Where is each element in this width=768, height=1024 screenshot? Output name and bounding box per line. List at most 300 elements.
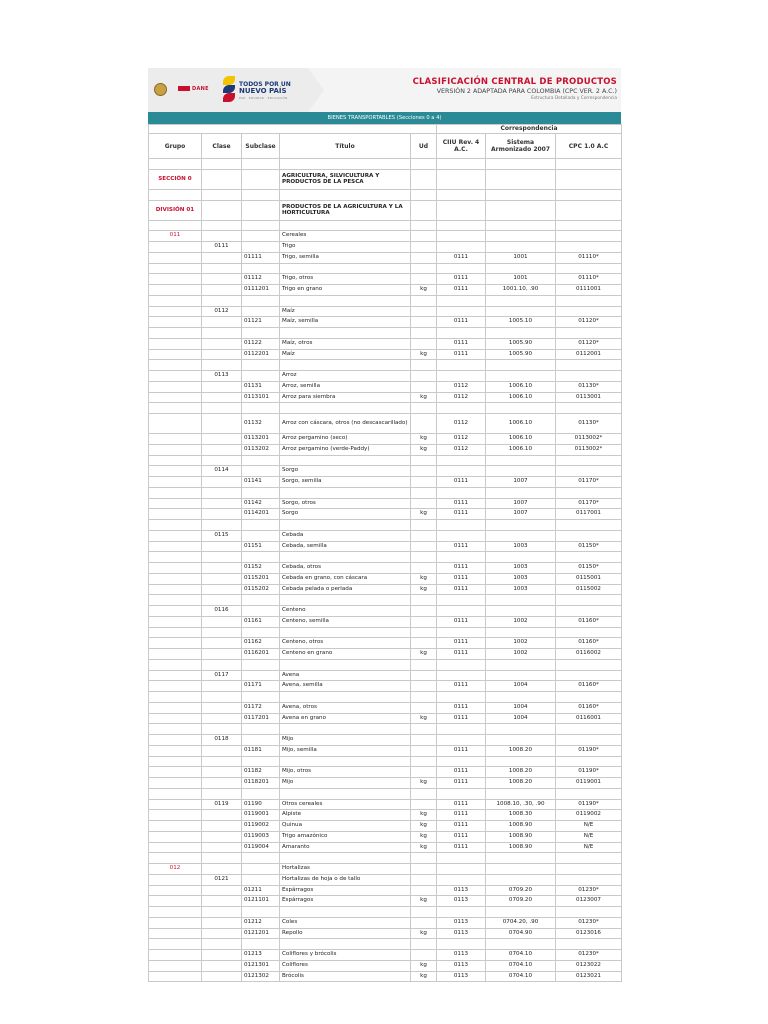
cell-ud	[411, 295, 437, 306]
cell-titulo: Coliflores	[280, 960, 411, 971]
cell-ciiu	[437, 907, 486, 918]
cell-grupo	[149, 928, 202, 939]
cell-grupo	[149, 392, 202, 403]
cell-subclase: 01171	[242, 681, 280, 692]
cell-titulo: Centeno en grano	[280, 649, 411, 660]
cell-sistema-armonizado	[486, 874, 556, 885]
table-row	[149, 584, 622, 595]
table-row	[149, 306, 622, 317]
cell-subclase: 0113101	[242, 392, 280, 403]
cell-titulo: Coles	[280, 917, 411, 928]
table-row	[149, 917, 622, 928]
cell-titulo: AGRICULTURA, SILVICULTURA Y PRODUCTOS DE LA PESCA	[280, 169, 411, 189]
cell-grupo	[149, 638, 202, 649]
cell-titulo: Coliflores y brócolis	[280, 950, 411, 961]
cell-cpc	[556, 735, 622, 746]
cell-ud	[411, 616, 437, 627]
table-row	[149, 169, 622, 189]
cell-titulo	[280, 692, 411, 703]
cell-clase	[202, 692, 242, 703]
cell-sistema-armonizado: 1005.90	[486, 349, 556, 360]
cell-clase	[202, 788, 242, 799]
cell-ud	[411, 627, 437, 638]
cell-ciiu: 0111	[437, 498, 486, 509]
cell-ciiu	[437, 231, 486, 242]
cell-ud	[411, 371, 437, 382]
table-row	[149, 885, 622, 896]
cell-ciiu	[437, 466, 486, 477]
table-row	[149, 778, 622, 789]
cell-titulo: Trigo en grano	[280, 285, 411, 296]
cell-subclase	[242, 939, 280, 950]
cell-grupo	[149, 252, 202, 263]
cell-clase: 0118	[202, 735, 242, 746]
cell-ud: kg	[411, 392, 437, 403]
cell-titulo	[280, 455, 411, 466]
cell-ud: kg	[411, 444, 437, 455]
cell-titulo: PRODUCTOS DE LA AGRICULTURA Y LA HORTICULTURA	[280, 200, 411, 220]
col-clase: Clase	[202, 134, 242, 159]
cell-cpc	[556, 328, 622, 339]
cell-cpc	[556, 360, 622, 371]
cell-ud: kg	[411, 960, 437, 971]
document-subtitle: VERSIÓN 2 ADAPTADA PARA COLOMBIA (CPC VER. 2 A.C.)	[436, 88, 617, 95]
cell-sistema-armonizado: 0704.90	[486, 928, 556, 939]
cell-clase	[202, 317, 242, 328]
cell-sistema-armonizado: 1003	[486, 541, 556, 552]
empty-row	[149, 595, 622, 606]
cell-grupo	[149, 853, 202, 864]
cell-ciiu	[437, 853, 486, 864]
cell-ud	[411, 541, 437, 552]
cell-subclase	[242, 328, 280, 339]
cell-ciiu: 0111	[437, 349, 486, 360]
cell-titulo: Avena en grano	[280, 713, 411, 724]
cell-clase: 0111	[202, 242, 242, 253]
cell-cpc: 0116002	[556, 649, 622, 660]
cell-ud	[411, 338, 437, 349]
cell-subclase: 01122	[242, 338, 280, 349]
cell-ud	[411, 242, 437, 253]
cell-ciiu: 0113	[437, 950, 486, 961]
empty-row	[149, 627, 622, 638]
cell-sistema-armonizado: 1002	[486, 616, 556, 627]
cell-ciiu: 0111	[437, 831, 486, 842]
table-row	[149, 381, 622, 392]
cell-grupo	[149, 735, 202, 746]
cell-subclase: 01172	[242, 702, 280, 713]
table-row	[149, 713, 622, 724]
cell-sistema-armonizado	[486, 169, 556, 189]
cell-cpc	[556, 907, 622, 918]
cell-grupo	[149, 821, 202, 832]
cell-grupo	[149, 444, 202, 455]
cell-cpc: 0123021	[556, 971, 622, 982]
table-row	[149, 285, 622, 296]
cell-ud	[411, 169, 437, 189]
cell-sistema-armonizado	[486, 520, 556, 531]
cell-subclase	[242, 231, 280, 242]
cell-sistema-armonizado	[486, 606, 556, 617]
cell-clase	[202, 638, 242, 649]
cell-subclase: 0121201	[242, 928, 280, 939]
cell-cpc: N/E	[556, 831, 622, 842]
document-title: CLASIFICACIÓN CENTRAL DE PRODUCTOS	[412, 77, 617, 87]
cell-grupo	[149, 455, 202, 466]
col-correspondencia: Correspondencia	[437, 125, 622, 134]
cell-ciiu: 0113	[437, 896, 486, 907]
table-row	[149, 821, 622, 832]
cell-sistema-armonizado: 1001	[486, 274, 556, 285]
cell-clase	[202, 477, 242, 488]
cell-cpc: 01150*	[556, 563, 622, 574]
cell-grupo	[149, 584, 202, 595]
cell-titulo	[280, 487, 411, 498]
cell-sistema-armonizado	[486, 360, 556, 371]
cell-titulo: Mijo, semilla	[280, 745, 411, 756]
cell-titulo: Avena, otros	[280, 702, 411, 713]
col-titulo: Título	[280, 134, 411, 159]
cell-ud	[411, 220, 437, 231]
cell-grupo	[149, 530, 202, 541]
cell-clase	[202, 971, 242, 982]
cell-sistema-armonizado: 1001	[486, 252, 556, 263]
col-ciiu: CIIU Rev. 4 A.C.	[437, 134, 486, 159]
cell-cpc: 0115001	[556, 573, 622, 584]
cell-sistema-armonizado: 0704.10	[486, 950, 556, 961]
cell-cpc: 01190*	[556, 767, 622, 778]
table-row	[149, 252, 622, 263]
cell-clase	[202, 756, 242, 767]
cell-titulo: Alpiste	[280, 810, 411, 821]
cell-clase	[202, 681, 242, 692]
cell-sistema-armonizado: 0709.20	[486, 885, 556, 896]
cell-cpc: 01230*	[556, 950, 622, 961]
cell-sistema-armonizado: 1008.90	[486, 821, 556, 832]
cell-titulo: Trigo amazónico	[280, 831, 411, 842]
cell-titulo	[280, 403, 411, 414]
cell-ciiu	[437, 874, 486, 885]
cell-sistema-armonizado	[486, 295, 556, 306]
cell-clase	[202, 573, 242, 584]
col-grupo: Grupo	[149, 134, 202, 159]
cell-cpc: 01130*	[556, 381, 622, 392]
cell-titulo	[280, 520, 411, 531]
table-row	[149, 928, 622, 939]
cell-clase	[202, 713, 242, 724]
cell-grupo	[149, 659, 202, 670]
cell-grupo	[149, 295, 202, 306]
cell-sistema-armonizado: 1001.10, .90	[486, 285, 556, 296]
cell-cpc: 0123016	[556, 928, 622, 939]
cell-grupo	[149, 713, 202, 724]
cell-sistema-armonizado: 0709.20	[486, 896, 556, 907]
cell-cpc	[556, 530, 622, 541]
cell-sistema-armonizado: 1004	[486, 681, 556, 692]
cell-sistema-armonizado: 1003	[486, 584, 556, 595]
cell-clase: 0117	[202, 670, 242, 681]
cell-cpc	[556, 263, 622, 274]
cell-cpc: 01130*	[556, 414, 622, 434]
cell-cpc	[556, 487, 622, 498]
section-bar: BIENES TRANSPORTABLES (Secciones 0 a 4)	[148, 112, 621, 124]
cell-ciiu: 0111	[437, 563, 486, 574]
cell-ud	[411, 414, 437, 434]
cell-ud	[411, 317, 437, 328]
cell-subclase	[242, 242, 280, 253]
cell-ciiu	[437, 295, 486, 306]
cell-ud: kg	[411, 649, 437, 660]
cell-subclase	[242, 159, 280, 170]
cell-titulo: Espárragos	[280, 896, 411, 907]
cell-cpc	[556, 455, 622, 466]
cell-ud	[411, 159, 437, 170]
cell-subclase	[242, 692, 280, 703]
cell-ud	[411, 659, 437, 670]
cell-ud	[411, 274, 437, 285]
table-row	[149, 414, 622, 434]
header-row-top	[149, 125, 622, 134]
cell-ud: kg	[411, 509, 437, 520]
table-row	[149, 498, 622, 509]
cell-sistema-armonizado	[486, 487, 556, 498]
cell-cpc: 01110*	[556, 252, 622, 263]
cell-titulo	[280, 189, 411, 200]
cell-ud	[411, 788, 437, 799]
cell-ciiu	[437, 692, 486, 703]
cell-titulo	[280, 360, 411, 371]
cell-subclase: 0119001	[242, 810, 280, 821]
cell-ud: kg	[411, 713, 437, 724]
cell-titulo	[280, 756, 411, 767]
cell-ciiu: 0111	[437, 285, 486, 296]
cell-titulo: Otros cereales	[280, 799, 411, 810]
cell-subclase	[242, 360, 280, 371]
cell-subclase: 01161	[242, 616, 280, 627]
cell-subclase: 01213	[242, 950, 280, 961]
table-row	[149, 702, 622, 713]
cell-cpc: 01160*	[556, 616, 622, 627]
cell-ciiu	[437, 552, 486, 563]
cell-ud: kg	[411, 285, 437, 296]
cell-titulo: Maíz, otros	[280, 338, 411, 349]
cell-clase	[202, 584, 242, 595]
cell-sistema-armonizado	[486, 403, 556, 414]
cell-titulo: Avena, semilla	[280, 681, 411, 692]
cell-ciiu	[437, 263, 486, 274]
cell-sistema-armonizado	[486, 670, 556, 681]
cell-ciiu	[437, 724, 486, 735]
cell-subclase	[242, 169, 280, 189]
cell-subclase: 01162	[242, 638, 280, 649]
cell-grupo	[149, 263, 202, 274]
cell-subclase: 01121	[242, 317, 280, 328]
cell-ud	[411, 692, 437, 703]
cell-clase	[202, 767, 242, 778]
table-row	[149, 670, 622, 681]
cell-sistema-armonizado	[486, 159, 556, 170]
cell-ciiu	[437, 200, 486, 220]
cell-ciiu: 0111	[437, 649, 486, 660]
cell-sistema-armonizado: 1008.10, .30, .90	[486, 799, 556, 810]
cell-cpc	[556, 231, 622, 242]
cell-ciiu	[437, 735, 486, 746]
cell-ciiu: 0111	[437, 252, 486, 263]
cell-clase	[202, 360, 242, 371]
cell-subclase: 0114201	[242, 509, 280, 520]
cell-grupo	[149, 520, 202, 531]
cell-ciiu	[437, 487, 486, 498]
cell-clase: 0119	[202, 799, 242, 810]
cell-grupo	[149, 756, 202, 767]
cell-cpc: N/E	[556, 842, 622, 853]
cell-ud	[411, 917, 437, 928]
cell-ud	[411, 799, 437, 810]
cell-clase	[202, 349, 242, 360]
cell-titulo: Cereales	[280, 231, 411, 242]
cell-subclase: 0119002	[242, 821, 280, 832]
cell-sistema-armonizado: 1008.90	[486, 842, 556, 853]
cell-cpc	[556, 159, 622, 170]
cell-subclase: 0111201	[242, 285, 280, 296]
cell-titulo: Arroz para siembra	[280, 392, 411, 403]
cell-subclase	[242, 530, 280, 541]
cell-ciiu	[437, 627, 486, 638]
cell-grupo	[149, 541, 202, 552]
cell-grupo	[149, 563, 202, 574]
cell-titulo: Trigo	[280, 242, 411, 253]
cell-subclase	[242, 606, 280, 617]
cell-clase	[202, 285, 242, 296]
cell-cpc	[556, 606, 622, 617]
cell-ciiu: 0113	[437, 960, 486, 971]
cell-grupo	[149, 434, 202, 445]
cell-ciiu	[437, 328, 486, 339]
cell-subclase	[242, 907, 280, 918]
cell-clase	[202, 509, 242, 520]
table-row	[149, 735, 622, 746]
cell-titulo	[280, 788, 411, 799]
cell-ciiu	[437, 403, 486, 414]
cell-sistema-armonizado	[486, 530, 556, 541]
cell-grupo	[149, 606, 202, 617]
cell-subclase	[242, 455, 280, 466]
cell-cpc	[556, 552, 622, 563]
cell-ud	[411, 466, 437, 477]
cell-titulo: Cebada pelada o perlada	[280, 584, 411, 595]
cell-titulo: Centeno, otros	[280, 638, 411, 649]
cell-grupo	[149, 939, 202, 950]
cell-subclase	[242, 263, 280, 274]
cell-subclase	[242, 306, 280, 317]
cell-ciiu	[437, 455, 486, 466]
table-row	[149, 371, 622, 382]
cell-ud	[411, 477, 437, 488]
cell-grupo	[149, 360, 202, 371]
cell-clase	[202, 928, 242, 939]
cell-cpc	[556, 371, 622, 382]
cell-sistema-armonizado	[486, 724, 556, 735]
empty-row	[149, 189, 622, 200]
cell-cpc	[556, 627, 622, 638]
cell-clase	[202, 263, 242, 274]
cell-cpc	[556, 670, 622, 681]
cell-cpc	[556, 939, 622, 950]
cell-subclase	[242, 295, 280, 306]
cell-ud	[411, 756, 437, 767]
cell-titulo: Cebada, otros	[280, 563, 411, 574]
cell-titulo	[280, 328, 411, 339]
table-row	[149, 477, 622, 488]
empty-row	[149, 403, 622, 414]
cell-subclase	[242, 552, 280, 563]
cell-titulo: Trigo, semilla	[280, 252, 411, 263]
cell-subclase: 01131	[242, 381, 280, 392]
empty-row	[149, 360, 622, 371]
cell-ciiu: 0111	[437, 810, 486, 821]
cell-titulo	[280, 220, 411, 231]
cell-titulo: Arroz pergamino (seco)	[280, 434, 411, 445]
cell-grupo	[149, 616, 202, 627]
table-row	[149, 874, 622, 885]
cell-ud	[411, 306, 437, 317]
cell-ud	[411, 403, 437, 414]
cell-ciiu	[437, 189, 486, 200]
cell-titulo	[280, 159, 411, 170]
table-row	[149, 466, 622, 477]
cell-ciiu	[437, 670, 486, 681]
cell-clase	[202, 381, 242, 392]
cell-ciiu	[437, 220, 486, 231]
cell-sistema-armonizado	[486, 939, 556, 950]
cell-subclase: 01141	[242, 477, 280, 488]
colombia-seal-icon	[154, 83, 167, 96]
cell-sistema-armonizado	[486, 595, 556, 606]
cell-ud	[411, 455, 437, 466]
cell-titulo: Quinua	[280, 821, 411, 832]
cell-subclase	[242, 853, 280, 864]
cell-titulo: Sorgo, semilla	[280, 477, 411, 488]
table-row	[149, 896, 622, 907]
banner-chevron	[308, 68, 324, 112]
cell-subclase	[242, 200, 280, 220]
cell-sistema-armonizado	[486, 552, 556, 563]
cell-clase	[202, 189, 242, 200]
table-row	[149, 950, 622, 961]
document-note: Estructura Detallada y Correspondencia	[531, 96, 617, 101]
cell-clase	[202, 627, 242, 638]
document-page	[148, 68, 621, 982]
cell-sistema-armonizado	[486, 853, 556, 864]
cell-grupo	[149, 692, 202, 703]
cell-subclase	[242, 220, 280, 231]
cell-ud	[411, 360, 437, 371]
cell-grupo	[149, 242, 202, 253]
cell-ciiu: 0111	[437, 573, 486, 584]
cell-ud: kg	[411, 842, 437, 853]
cell-ud	[411, 702, 437, 713]
cell-ud	[411, 595, 437, 606]
cell-cpc: 0115002	[556, 584, 622, 595]
document-banner	[148, 68, 621, 112]
cell-subclase: 0121101	[242, 896, 280, 907]
cell-grupo	[149, 907, 202, 918]
cell-titulo: Maíz	[280, 349, 411, 360]
cell-ciiu: 0111	[437, 584, 486, 595]
cell-clase	[202, 939, 242, 950]
cell-ud	[411, 231, 437, 242]
cell-cpc	[556, 403, 622, 414]
